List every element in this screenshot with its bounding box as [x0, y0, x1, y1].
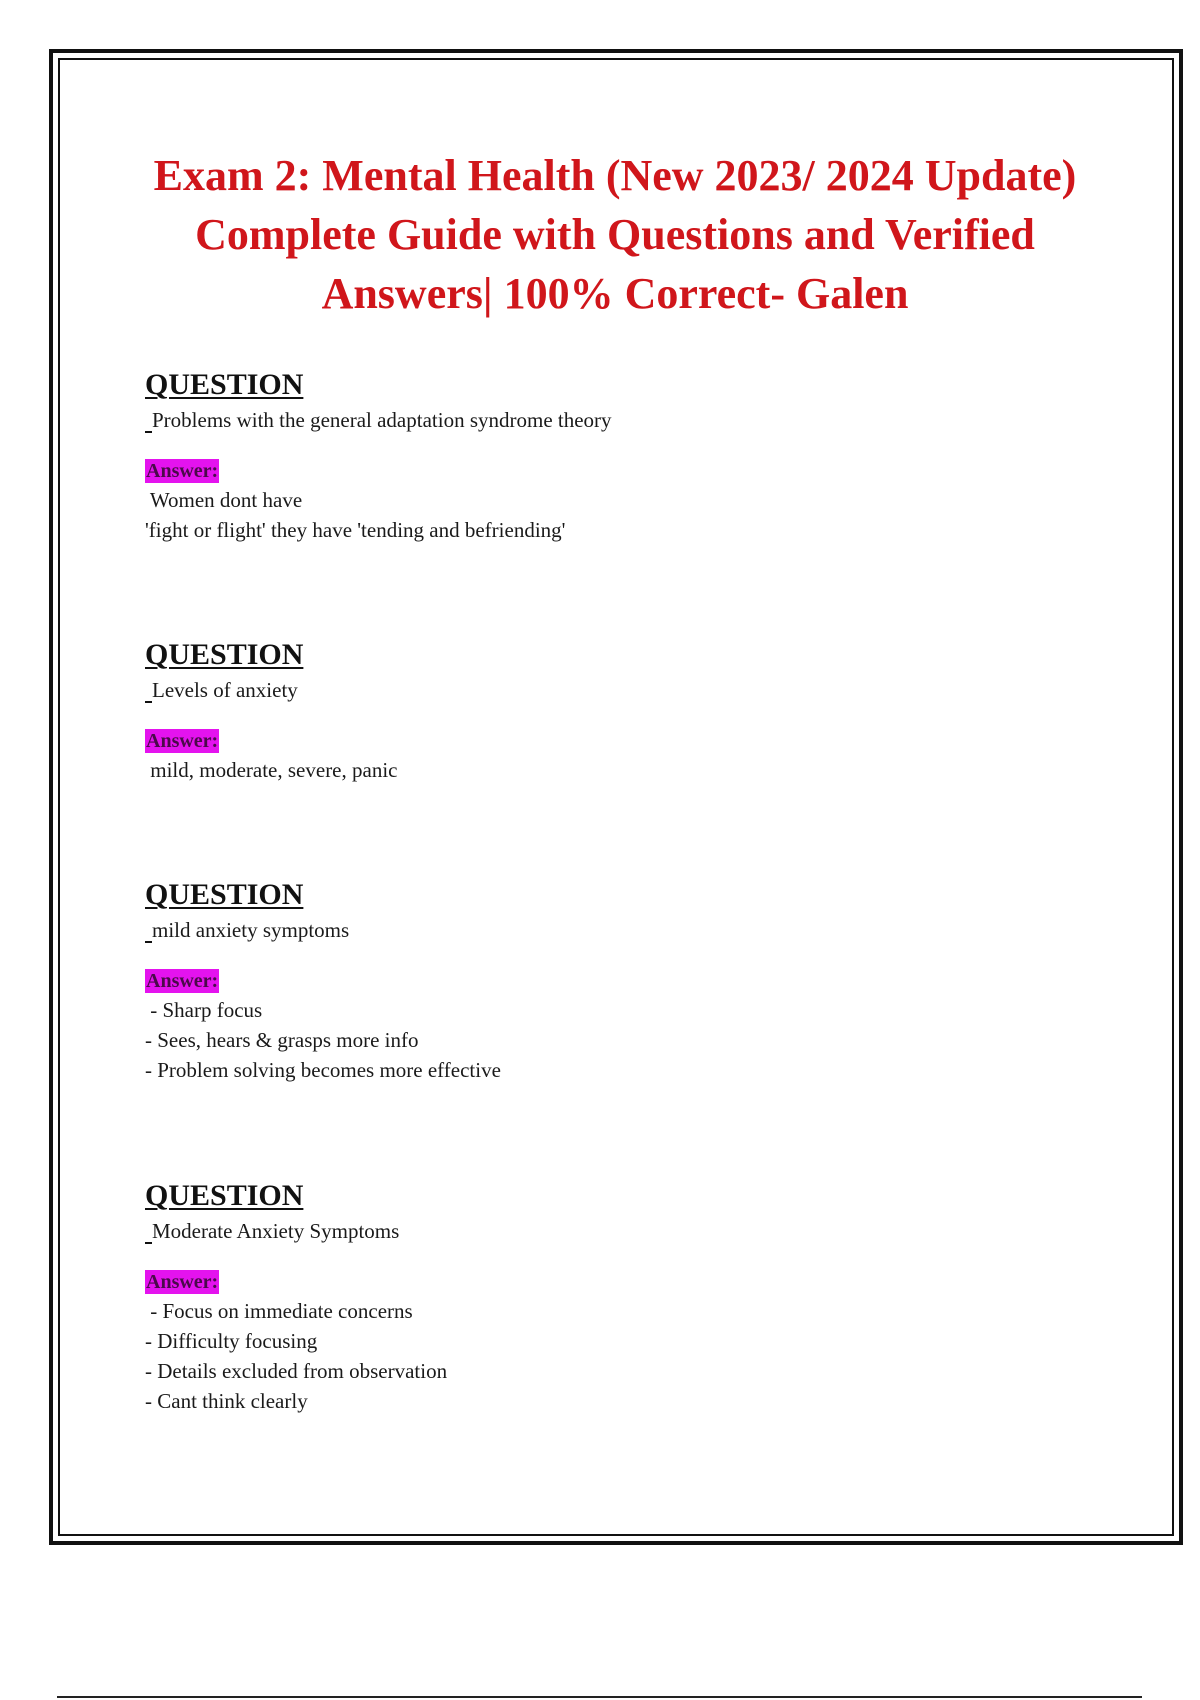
qa-item-2 [145, 638, 1045, 785]
qa-item-3 [145, 878, 1045, 1085]
answer-label: Answer: [146, 970, 219, 992]
answer-line: - Sharp focus [145, 998, 263, 1022]
answer-text [145, 995, 1045, 1085]
answer-line: Women dont have [145, 488, 303, 512]
question-heading: QUESTION [145, 878, 304, 911]
answer-text [145, 485, 1045, 545]
answer-line: - Sees, hears & grasps more info [145, 1028, 419, 1052]
question-heading: QUESTION [145, 1179, 304, 1212]
answer-line: - Details excluded from observation [145, 1359, 448, 1383]
qa-item-1 [145, 368, 1045, 545]
answer-text [145, 1296, 1045, 1416]
answer-line: mild, moderate, severe, panic [145, 758, 398, 782]
answer-line: - Focus on immediate concerns [145, 1299, 413, 1323]
answer-line: 'fight or flight' they have 'tending and befriending' [145, 518, 566, 542]
bottom-divider [57, 1696, 1142, 1698]
answer-label: Answer: [146, 460, 219, 482]
question-heading: QUESTION [145, 368, 304, 401]
question-text: Levels of anxiety [145, 676, 1045, 704]
answer-label: Answer: [146, 1271, 219, 1293]
qa-item-4 [145, 1179, 1045, 1416]
question-text: mild anxiety symptoms [145, 916, 1045, 944]
question-text: Problems with the general adaptation syndrome theory [145, 406, 1045, 434]
answer-label: Answer: [146, 730, 219, 752]
answer-line: - Difficulty focusing [145, 1329, 318, 1353]
answer-line: - Cant think clearly [145, 1389, 308, 1413]
question-heading: QUESTION [145, 638, 304, 671]
answer-text [145, 755, 1045, 785]
question-text: Moderate Anxiety Symptoms [145, 1217, 1045, 1245]
document-title: Exam 2: Mental Health (New 2023/ 2024 Update) Complete Guide with Questions and Verified Answers| 100% Correct- Galen [153, 151, 1077, 318]
answer-line: - Problem solving becomes more effective [145, 1058, 501, 1082]
